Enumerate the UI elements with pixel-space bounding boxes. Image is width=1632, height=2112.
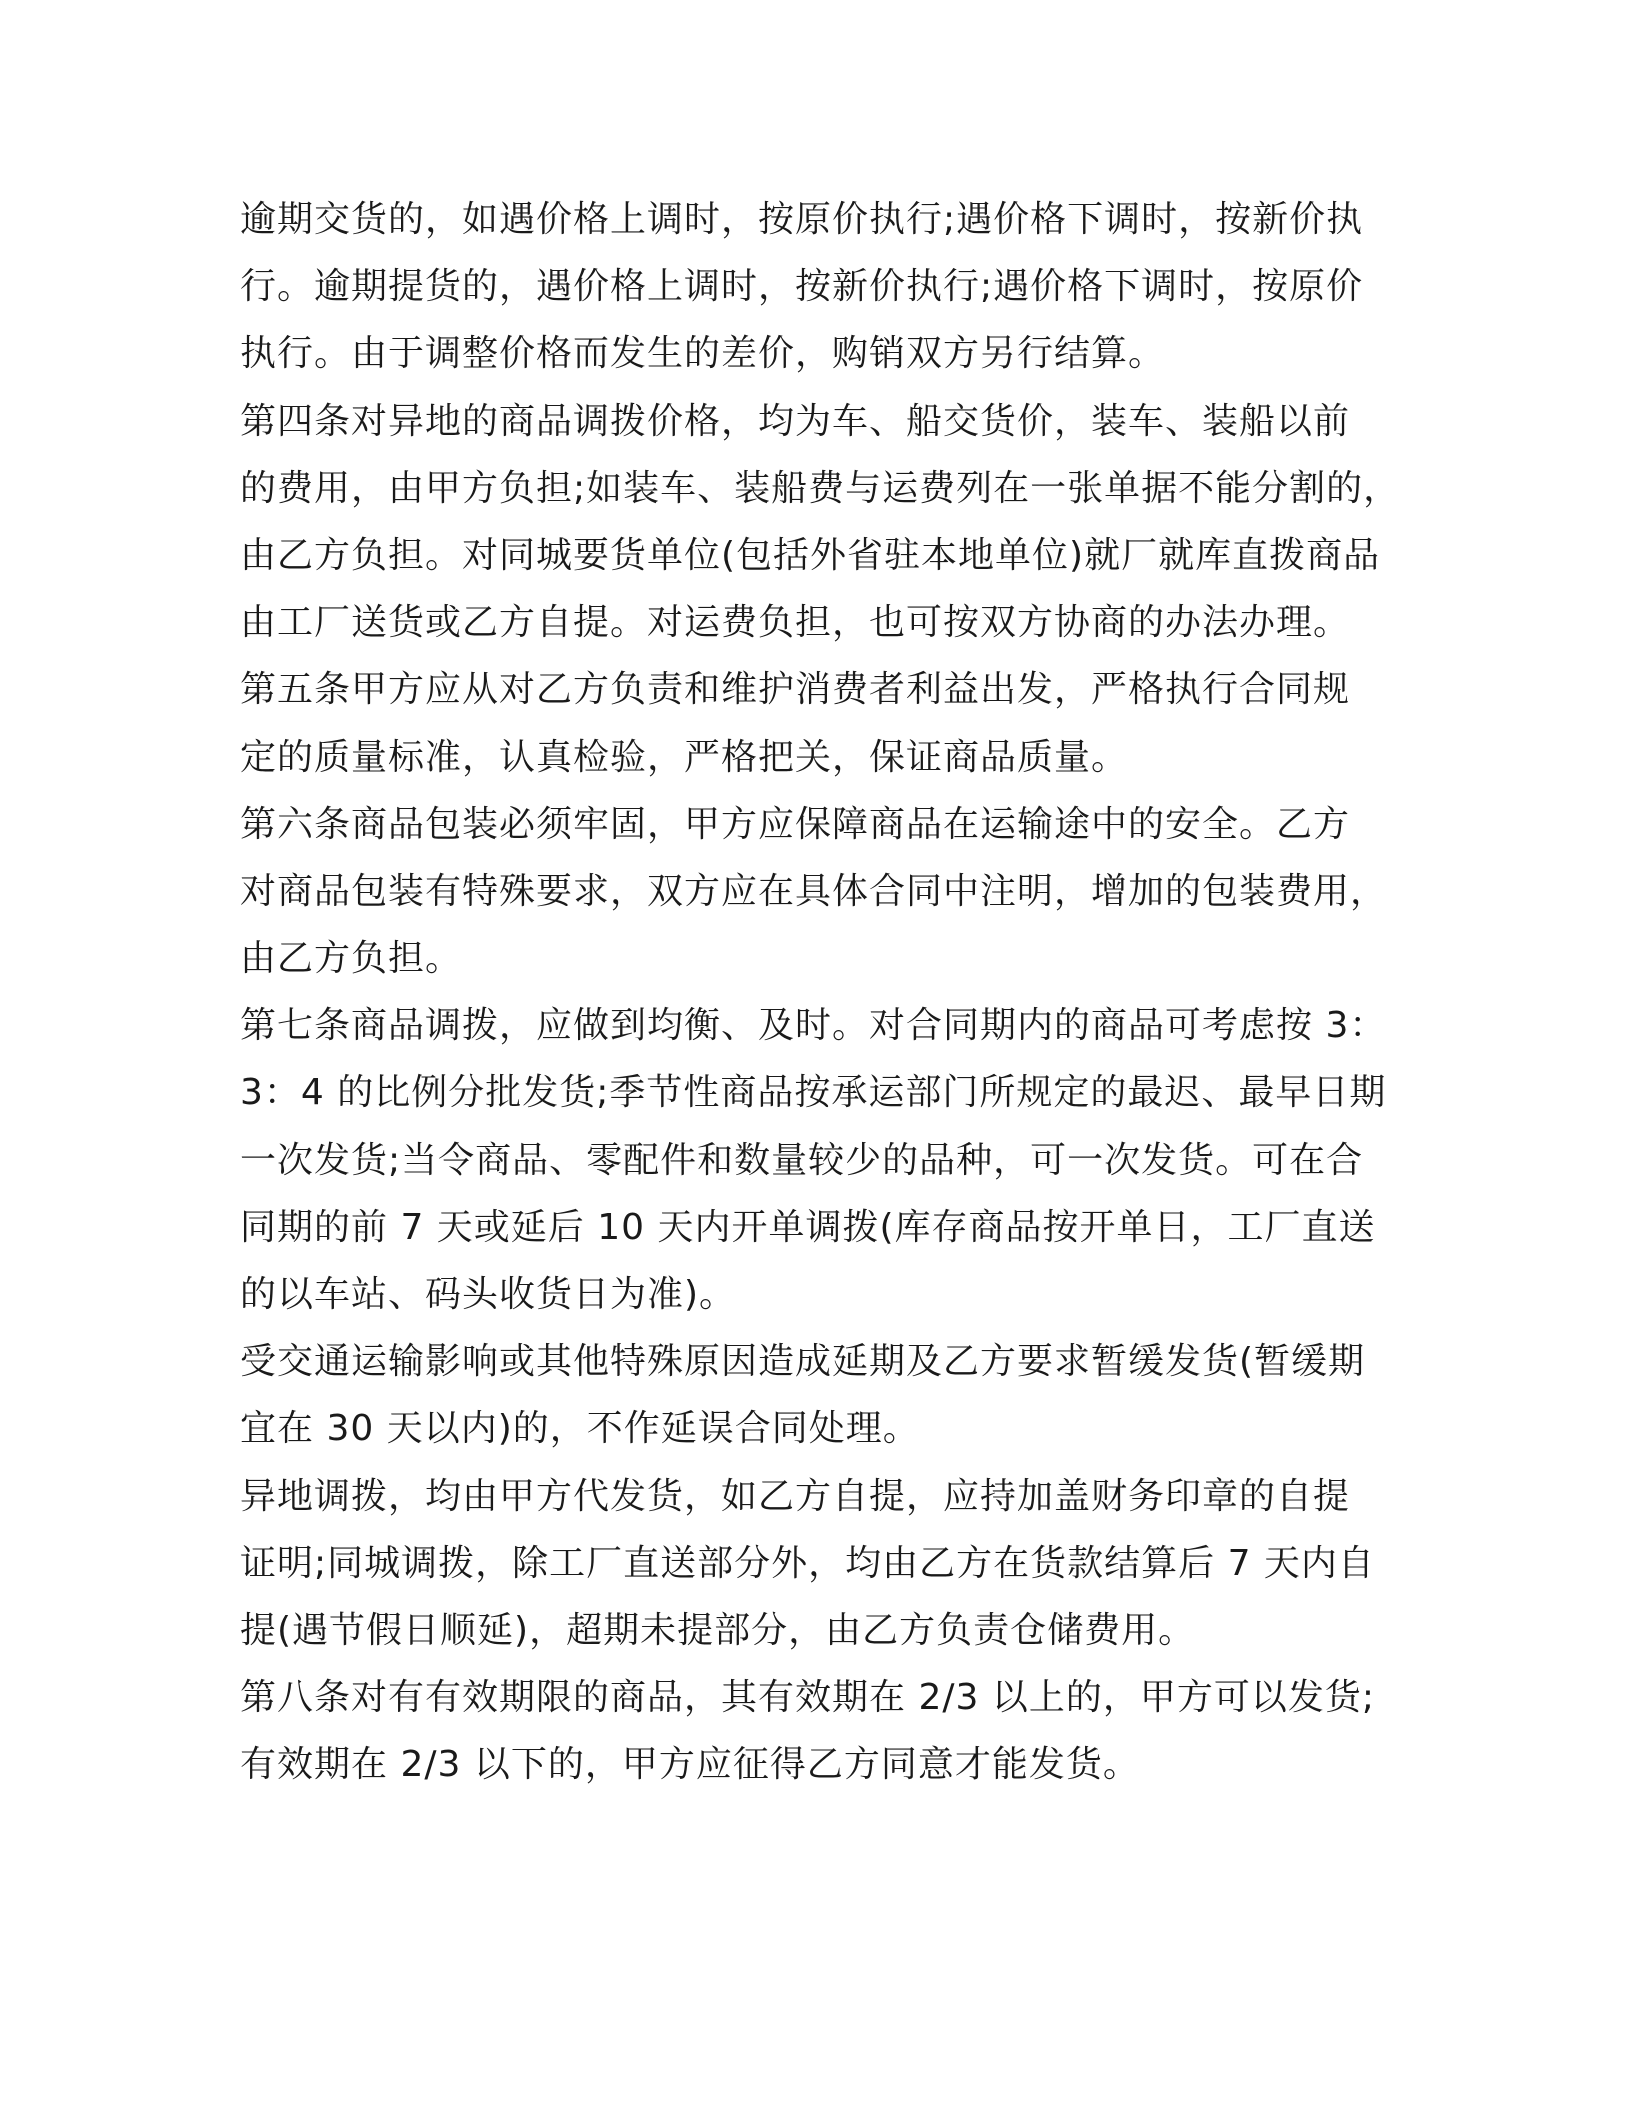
- text-line: 第四条对异地的商品调拨价格，均为车、船交货价，装车、装船以前: [240, 400, 1351, 442]
- text-line: 定的质量标准，认真检验，严格把关，保证商品质量。: [240, 736, 1129, 778]
- text-line: 由乙方负担。对同城要货单位(包括外省驻本地单位)就厂就库直拨商品: [240, 534, 1381, 576]
- text-line: 受交通运输影响或其他特殊原因造成延期及乙方要求暂缓发货(暂缓期: [240, 1341, 1366, 1383]
- text-line: 证明;同城调拨，除工厂直送部分外，均由乙方在货款结算后 7 天内自: [240, 1542, 1375, 1584]
- text-line: 执行。由于调整价格而发生的差价，购销双方另行结算。: [240, 333, 1166, 375]
- text-line: 同期的前 7 天或延后 10 天内开单调拨(库存商品按开单日，工厂直送: [240, 1206, 1376, 1248]
- text-line: 3：4 的比例分批发货;季节性商品按承运部门所规定的最迟、最早日期: [240, 1072, 1387, 1114]
- text-line: 宜在 30 天以内)的，不作延误合同处理。: [240, 1408, 920, 1450]
- text-line: 由乙方负担。: [240, 938, 463, 980]
- text-line: 第八条对有有效期限的商品，其有效期在 2/3 以上的，甲方可以发货;: [240, 1677, 1375, 1719]
- text-line: 提(遇节假日顺延)，超期未提部分，由乙方负责仓储费用。: [240, 1609, 1196, 1651]
- contract-body-text: [240, 186, 1400, 1799]
- text-line: 行。逾期提货的，遇价格上调时，按新价执行;遇价格下调时，按原价: [240, 266, 1364, 308]
- text-line: 的费用，由甲方负担;如装车、装船费与运费列在一张单据不能分割的，: [240, 467, 1401, 509]
- text-line: 第五条甲方应从对乙方负责和维护消费者利益出发，严格执行合同规: [240, 669, 1351, 711]
- text-line: 对商品包装有特殊要求，双方应在具体合同中注明，增加的包装费用，: [240, 870, 1388, 912]
- text-line: 的以车站、码头收货日为准)。: [240, 1274, 737, 1315]
- text-line: 第六条商品包装必须牢固，甲方应保障商品在运输途中的安全。乙方: [240, 803, 1351, 845]
- text-line: 由工厂送货或乙方自提。对运费负担，也可按双方协商的办法办理。: [240, 602, 1351, 644]
- text-line: 有效期在 2/3 以下的，甲方应征得乙方同意才能发货。: [240, 1744, 1140, 1786]
- text-line: 第七条商品调拨，应做到均衡、及时。对合同期内的商品可考虑按 3：: [240, 1005, 1387, 1047]
- text-line: 异地调拨，均由甲方代发货，如乙方自提，应持加盖财务印章的自提: [240, 1475, 1351, 1517]
- text-line: 一次发货;当令商品、零配件和数量较少的品种，可一次发货。可在合: [240, 1139, 1364, 1181]
- text-line: 逾期交货的，如遇价格上调时，按原价执行;遇价格下调时，按新价执: [240, 199, 1364, 240]
